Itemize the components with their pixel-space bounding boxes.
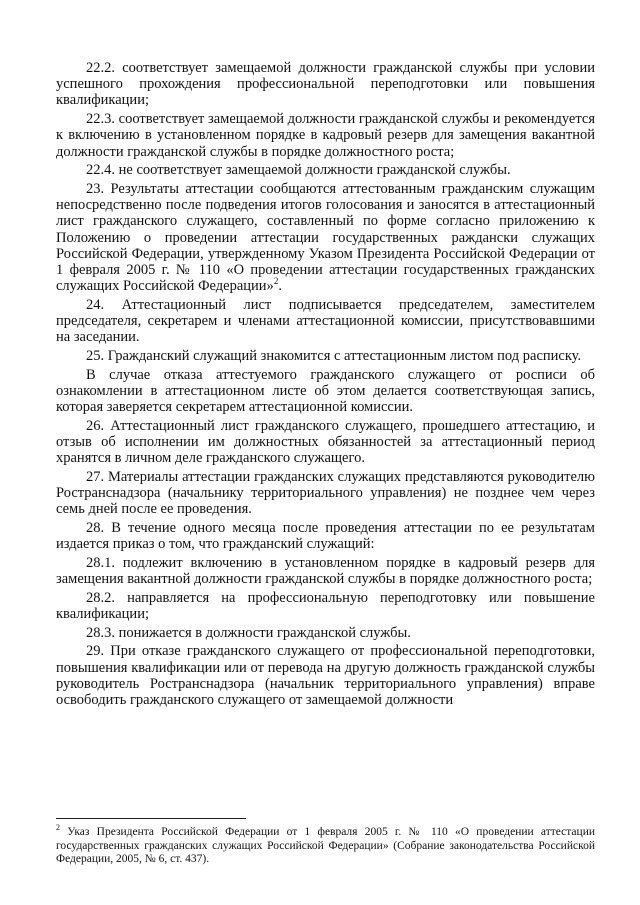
paragraph-25: 25. Гражданский служащий знакомится с аттестационным листом под расписку. <box>86 347 582 364</box>
paragraph-26: 26. Аттестационный лист гражданского служащего, прошедшего аттестацию, и отзыв об исполнении им должностных обязанностей за аттестационный период хранятся в личном деле гражданского служащего. <box>56 417 595 467</box>
paragraph-25-refusal: В случае отказа аттестуемого гражданского служащего от росписи об ознакомлении в аттестационном листе об этом делается соответствующая запись, которая заверяется секретарем аттестационной комиссии. <box>56 366 595 416</box>
paragraph-22-2: 22.2. соответствует замещаемой должности гражданской службы при условии успешного прохождения профессиональной переподготовки или повышения квалификации; <box>56 60 595 109</box>
footnote <box>56 823 595 867</box>
footnote-marker: 2 <box>56 823 60 833</box>
paragraph-22-4: 22.4. не соответствует замещаемой должности гражданской службы. <box>86 162 511 179</box>
document-body <box>56 60 595 711</box>
paragraph-24: 24. Аттестационный лист подписывается председателем, заместителем председателя, секретарем и членами аттестационной комиссии, присутствовавшими на заседании. <box>56 296 595 346</box>
paragraph-28-1: 28.1. подлежит включению в установленном порядке в кадровый резерв для замещения вакантной должности гражданской службы в порядке должностного роста; <box>56 554 595 588</box>
paragraph-28: 28. В течение одного месяца после проведения аттестации по ее результатам издается приказ о том, что гражданский служащий: <box>56 519 595 553</box>
footnote-reference: 2 <box>273 276 279 287</box>
paragraph-28-2: 28.2. направляется на профессиональную переподготовку или повышение квалификации; <box>56 589 595 622</box>
footnote-text: Указ Президента Российской Федерации от 1 февраля 2005 г. № 110 «О проведении аттестации государственных гражданских служащих Российской Федерации» (Собрание законодательства Российской Федерации, 2005, № 6, ст. 437). <box>56 826 595 865</box>
paragraph-23: 23. Результаты аттестации сообщаются аттестованным гражданским служащим непосредственно после подведения итогов голосования и заносятся в аттестационный лист гражданского служащего, составленный по форме согласно приложению к Положению о проведении аттестации государственных раждански служащих Российской Федерации, утвержденному Указом Президента Российской Федерации от 1 февраля 2005 г. № 110 «О проведении аттестации государственных гражданских служащих Российской Федерации»$^2$. <box>56 180 595 295</box>
paragraph-22-3: 22.3. соответствует замещаемой должности гражданской службы и рекомендуется к включению в установленном порядке в кадровый резерв для замещения вакантной должности гражданской службы в порядке должностного роста; <box>56 111 595 160</box>
footnote-divider <box>56 818 246 819</box>
paragraph-29: 29. При отказе гражданского служащего от профессиональной переподготовки, повышения квалификации или от перевода на другую должность гражданской службы руководитель Ространснадзора (начальник территориального управления) вправе освободить гражданского служащего от замещаемой должности <box>56 643 595 709</box>
paragraph-28-3: 28.3. понижается в должности гражданской службы. <box>86 624 411 641</box>
paragraph-27: 27. Материалы аттестации гражданских служащих представляются руководителю Ространснадзора (начальнику территориального управления) не позднее чем через семь дней после ее проведения. <box>56 468 595 518</box>
paragraph-23-text: 23. Результаты аттестации сообщаются аттестованным гражданским служащим непосредственно после подведения итогов голосования и заносятся в аттестационный лист гражданского служащего, составленный по форме согласно приложению к Положению о проведении аттестации государственных раждански служащих Российской Федерации, утвержденному Указом Президента Российской Федерации от 1 февраля 2005 г. № 110 «О проведении аттестации государственных гражданских служащих Российской Федерации» <box>56 180 595 295</box>
